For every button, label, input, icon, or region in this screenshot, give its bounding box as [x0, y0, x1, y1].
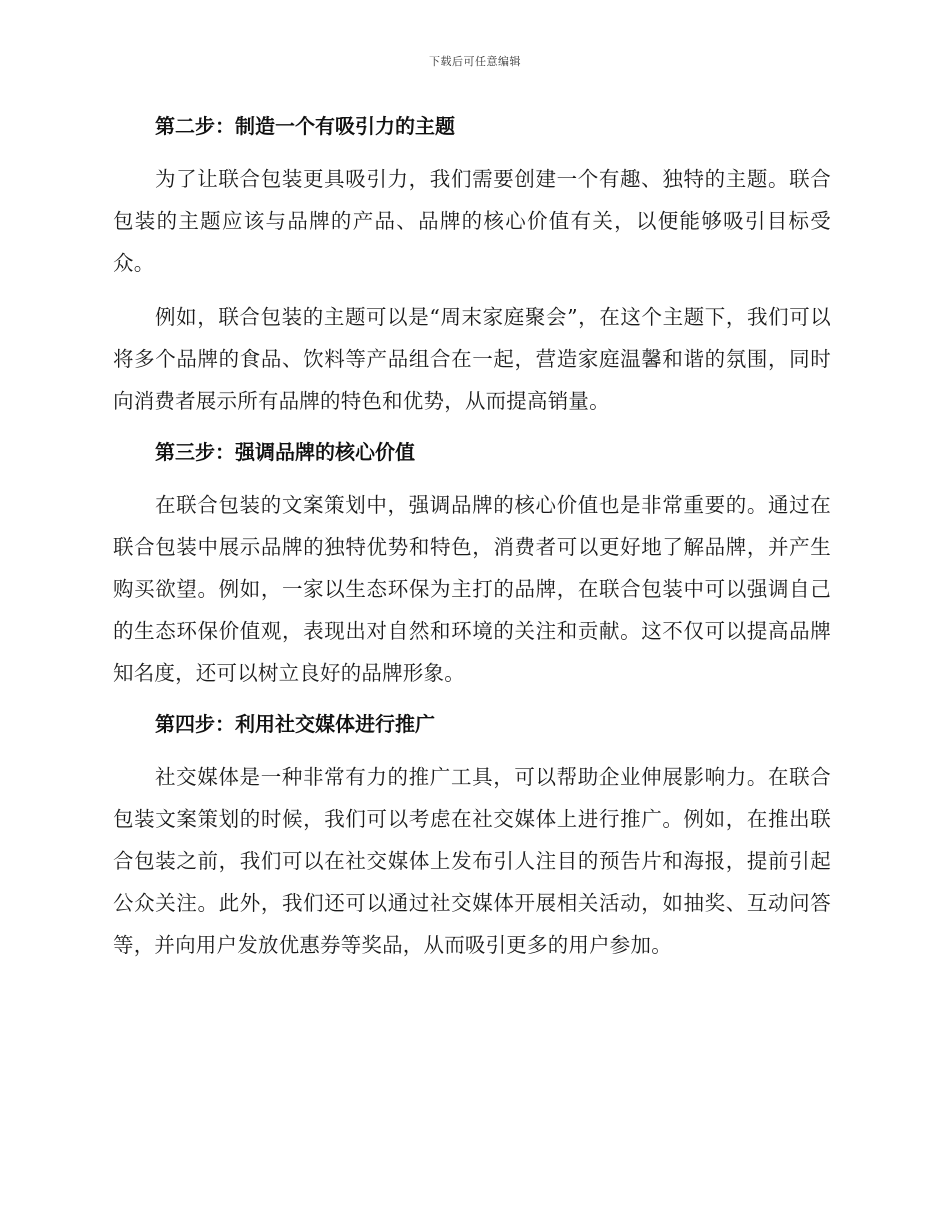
document-body — [113, 108, 831, 978]
paragraph: 社交媒体是一种非常有力的推广工具，可以帮助企业伸展影响力。在联合包装文案策划的时候，我们可以考虑在社交媒体上进行推广。例如，在推出联合包装之前，我们可以在社交媒体上发布引人注目的预告片和海报，提前引起公众关注。此外，我们还可以通过社交媒体开展相关活动，如抽奖、互动问答等，并向用户发放优惠券等奖品，从而吸引更多的用户参加。 — [113, 765, 831, 957]
section-heading: 第二步：制造一个有吸引力的主题 — [155, 114, 455, 138]
page-header: 下载后可任意编辑 — [429, 55, 521, 68]
paragraph: 在联合包装的文案策划中，强调品牌的核心价值也是非常重要的。通过在联合包装中展示品牌的独特优势和特色，消费者可以更好地了解品牌，并产生购买欲望。例如，一家以生态环保为主打的品牌，在联合包装中可以强调自己的生态环保价值观，表现出对自然和环境的关注和贡献。这不仅可以提高品牌知名度，还可以树立良好的品牌形象。 — [113, 493, 831, 685]
section-step-three — [113, 434, 831, 694]
paragraph: 为了让联合包装更具吸引力，我们需要创建一个有趣、独特的主题。联合包装的主题应该与品牌的产品、品牌的核心价值有关，以便能够吸引目标受众。 — [113, 167, 831, 275]
paragraph: 例如，联合包装的主题可以是“周末家庭聚会”，在这个主题下，我们可以将多个品牌的食品、饮料等产品组合在一起，营造家庭温馨和谐的氛围，同时向消费者展示所有品牌的特色和优势，从而提高销量。 — [113, 305, 831, 413]
section-heading: 第三步：强调品牌的核心价值 — [155, 440, 415, 464]
section-heading: 第四步：利用社交媒体进行推广 — [155, 712, 435, 736]
section-step-two — [113, 108, 831, 422]
section-step-four — [113, 706, 831, 966]
